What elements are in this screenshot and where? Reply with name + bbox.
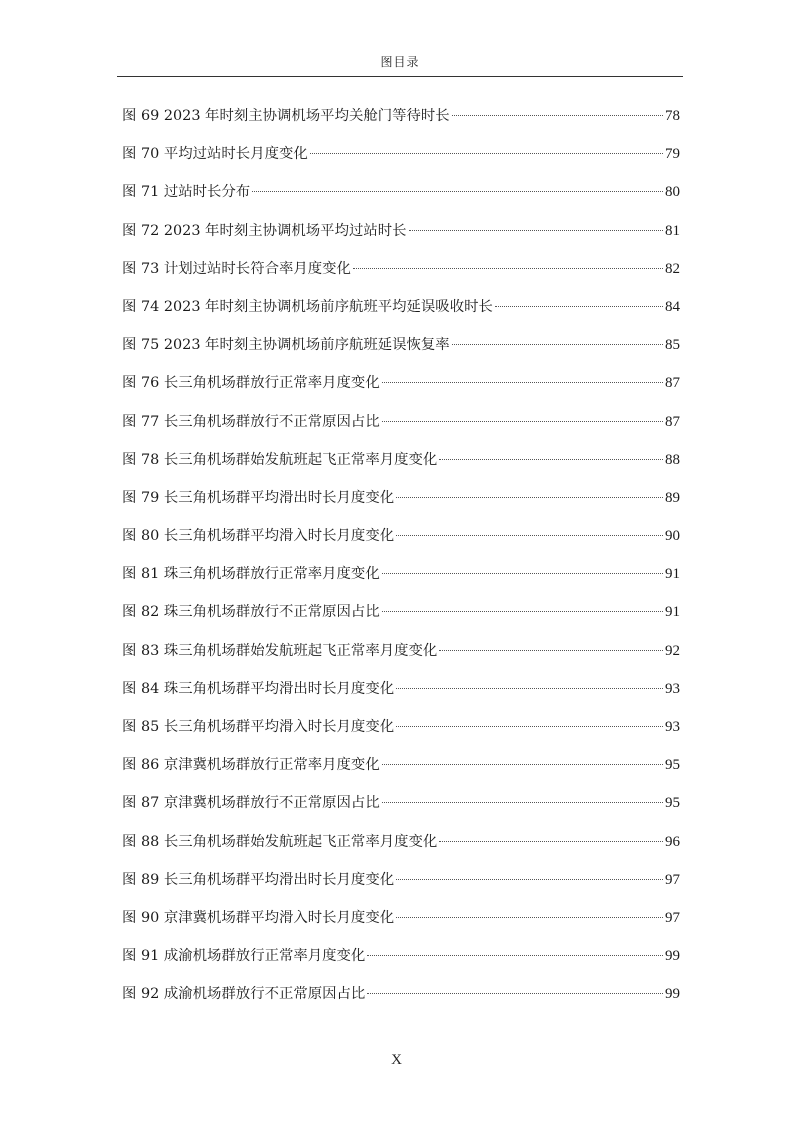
toc-entry-page-number: 79 <box>665 146 680 163</box>
toc-entry-title: 图 72 2023 年时刻主协调机场平均过站时长 <box>122 222 407 239</box>
toc-entry-page-number: 91 <box>665 566 680 583</box>
toc-entry[interactable] <box>122 979 680 1017</box>
toc-entry-page-number: 91 <box>665 604 680 621</box>
dot-leader <box>382 421 663 422</box>
dot-leader <box>382 382 663 383</box>
toc-entry[interactable] <box>122 254 680 292</box>
header-title: 图目录 <box>380 55 420 69</box>
dot-leader <box>310 153 663 154</box>
toc-entry[interactable] <box>122 521 680 559</box>
toc-entry-page-number: 95 <box>665 795 680 812</box>
toc-entry-page-number: 81 <box>665 222 680 239</box>
toc-entry-page-number: 82 <box>665 260 680 277</box>
toc-entry-title: 图 81 珠三角机场群放行正常率月度变化 <box>122 566 380 583</box>
toc-entry-page-number: 80 <box>665 184 680 201</box>
toc-entry[interactable] <box>122 712 680 750</box>
dot-leader <box>367 993 663 994</box>
toc-entry-page-number: 96 <box>665 833 680 850</box>
toc-entry[interactable] <box>122 788 680 826</box>
toc-entry[interactable] <box>122 903 680 941</box>
toc-entry-title: 图 70 平均过站时长月度变化 <box>122 146 308 163</box>
dot-leader <box>382 764 663 765</box>
page-number: X <box>391 1052 402 1068</box>
toc-entry-title: 图 86 京津冀机场群放行正常率月度变化 <box>122 757 380 774</box>
toc-entry-page-number: 92 <box>665 642 680 659</box>
toc-entry-page-number: 93 <box>665 680 680 697</box>
toc-entry-title: 图 82 珠三角机场群放行不正常原因占比 <box>122 604 380 621</box>
toc-entry-title: 图 83 珠三角机场群始发航班起飞正常率月度变化 <box>122 642 438 659</box>
figure-toc-list <box>122 101 680 1018</box>
toc-entry-title: 图 88 长三角机场群始发航班起飞正常率月度变化 <box>122 833 438 850</box>
dot-leader <box>382 802 663 803</box>
dot-leader <box>439 650 663 651</box>
toc-entry-page-number: 84 <box>665 298 680 315</box>
dot-leader <box>382 573 663 574</box>
toc-entry-title: 图 85 长三角机场群平均滑入时长月度变化 <box>122 719 395 735</box>
dot-leader <box>252 191 663 192</box>
toc-entry-title: 图 92 成渝机场群放行不正常原因占比 <box>122 986 366 1003</box>
toc-entry-page-number: 78 <box>665 108 680 124</box>
dot-leader <box>495 306 663 307</box>
toc-entry-title: 图 78 长三角机场群始发航班起飞正常率月度变化 <box>122 451 438 468</box>
toc-entry[interactable] <box>122 674 680 712</box>
toc-entry-title: 图 71 过站时长分布 <box>122 184 251 201</box>
toc-entry[interactable] <box>122 559 680 597</box>
toc-entry-title: 图 76 长三角机场群放行正常率月度变化 <box>122 375 380 392</box>
dot-leader <box>367 955 663 956</box>
toc-entry[interactable] <box>122 177 680 215</box>
toc-entry-title: 图 77 长三角机场群放行不正常原因占比 <box>122 413 380 430</box>
toc-entry[interactable] <box>122 597 680 635</box>
dot-leader <box>396 497 663 498</box>
toc-entry-page-number: 97 <box>665 871 680 888</box>
toc-entry-page-number: 90 <box>665 528 680 545</box>
toc-entry-page-number: 87 <box>665 413 680 430</box>
toc-entry[interactable] <box>122 636 680 674</box>
dot-leader <box>396 917 663 918</box>
toc-entry-title: 图 69 2023 年时刻主协调机场平均关舱门等待时长 <box>122 108 450 124</box>
toc-entry-title: 图 80 长三角机场群平均滑入时长月度变化 <box>122 528 395 545</box>
dot-leader <box>452 344 663 345</box>
toc-entry-page-number: 99 <box>665 986 680 1003</box>
toc-entry-title: 图 75 2023 年时刻主协调机场前序航班延误恢复率 <box>122 337 450 354</box>
toc-entry[interactable] <box>122 101 680 139</box>
toc-entry-title: 图 84 珠三角机场群平均滑出时长月度变化 <box>122 680 395 697</box>
toc-entry[interactable] <box>122 368 680 406</box>
dot-leader <box>452 115 663 116</box>
dot-leader <box>439 459 663 460</box>
toc-entry[interactable] <box>122 750 680 788</box>
toc-entry-page-number: 99 <box>665 948 680 965</box>
toc-entry-page-number: 85 <box>665 337 680 354</box>
toc-entry[interactable] <box>122 483 680 521</box>
toc-entry[interactable] <box>122 941 680 979</box>
toc-entry[interactable] <box>122 407 680 445</box>
toc-entry[interactable] <box>122 139 680 177</box>
toc-entry-title: 图 87 京津冀机场群放行不正常原因占比 <box>122 795 380 812</box>
toc-entry-title: 图 90 京津冀机场群平均滑入时长月度变化 <box>122 909 395 926</box>
toc-entry-title: 图 73 计划过站时长符合率月度变化 <box>122 260 351 277</box>
toc-entry-page-number: 97 <box>665 909 680 926</box>
toc-entry[interactable] <box>122 865 680 903</box>
dot-leader <box>396 688 663 689</box>
dot-leader <box>382 611 663 612</box>
toc-entry-page-number: 93 <box>665 719 680 735</box>
toc-entry-page-number: 89 <box>665 489 680 506</box>
toc-entry[interactable] <box>122 445 680 483</box>
toc-entry[interactable] <box>122 330 680 368</box>
toc-entry-page-number: 95 <box>665 757 680 774</box>
toc-entry-title: 图 74 2023 年时刻主协调机场前序航班平均延误吸收时长 <box>122 298 493 315</box>
toc-entry-page-number: 87 <box>665 375 680 392</box>
toc-entry[interactable] <box>122 292 680 330</box>
toc-entry-title: 图 79 长三角机场群平均滑出时长月度变化 <box>122 489 395 506</box>
dot-leader <box>439 841 663 842</box>
dot-leader <box>409 230 663 231</box>
toc-entry-title: 图 89 长三角机场群平均滑出时长月度变化 <box>122 871 395 888</box>
dot-leader <box>396 535 663 536</box>
toc-entry[interactable] <box>122 216 680 254</box>
page-header <box>117 50 683 77</box>
toc-entry-title: 图 91 成渝机场群放行正常率月度变化 <box>122 948 366 965</box>
toc-entry-page-number: 88 <box>665 451 680 468</box>
dot-leader <box>396 726 663 727</box>
toc-entry[interactable] <box>122 827 680 865</box>
dot-leader <box>396 879 663 880</box>
dot-leader <box>353 268 663 269</box>
